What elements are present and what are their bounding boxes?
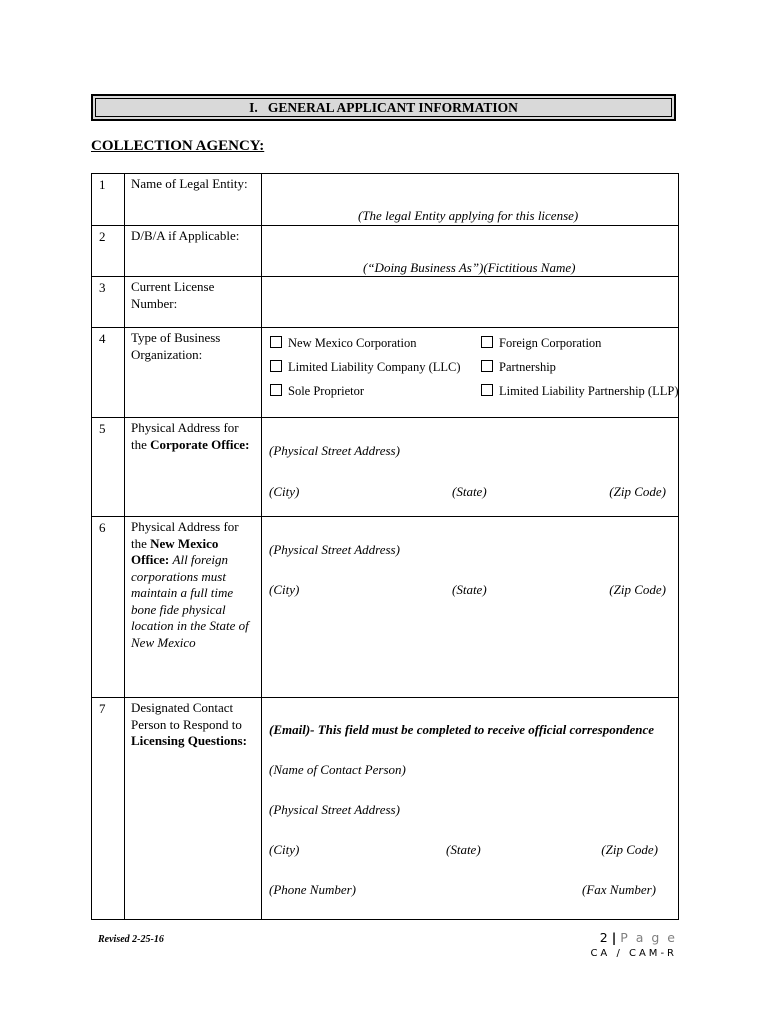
contact-person-label: Designated Contact Person to Respond to Licensing Questions: xyxy=(125,698,262,920)
business-type-options xyxy=(262,328,679,418)
section-title: I. GENERAL APPLICANT INFORMATION xyxy=(249,99,518,115)
option-llp[interactable]: Limited Liability Partnership (LLP) xyxy=(481,384,678,399)
checkbox[interactable] xyxy=(270,336,282,348)
dba-hint: (“Doing Business As”)(Fictitious Name) xyxy=(363,260,576,275)
contact-name-hint: (Name of Contact Person) xyxy=(269,762,406,777)
table-row xyxy=(92,698,679,920)
checkbox[interactable] xyxy=(481,360,493,372)
phone-hint: (Phone Number) xyxy=(269,882,357,897)
city-hint: (City) xyxy=(269,582,300,597)
zip-hint: (Zip Code) xyxy=(609,484,666,499)
row-number: 7 xyxy=(92,698,125,920)
option-partnership[interactable]: Partnership xyxy=(481,360,556,375)
state-hint: (State) xyxy=(446,842,481,857)
zip-hint: (Zip Code) xyxy=(609,582,666,597)
row-number: 5 xyxy=(92,418,125,517)
fax-hint: (Fax Number) xyxy=(581,882,656,897)
license-number-field[interactable] xyxy=(262,277,679,328)
city-hint: (City) xyxy=(269,484,300,499)
legal-entity-field[interactable] xyxy=(262,174,679,226)
page-number: 2 | P a g e xyxy=(599,930,677,945)
legal-entity-hint: (The legal Entity applying for this license) xyxy=(358,208,579,223)
email-hint: (Email)- This field must be completed to receive official correspondence xyxy=(269,722,654,737)
option-sole-proprietor[interactable]: Sole Proprietor xyxy=(270,384,364,399)
table-row xyxy=(92,277,679,328)
table-row xyxy=(92,418,679,517)
state-hint: (State) xyxy=(452,582,487,597)
applicant-info-table xyxy=(91,173,679,920)
row-number: 2 xyxy=(92,226,125,277)
dba-field[interactable] xyxy=(262,226,679,277)
contact-person-field[interactable] xyxy=(262,698,679,920)
corporate-office-address-field[interactable] xyxy=(262,418,679,517)
street-hint: (Physical Street Address) xyxy=(269,443,400,458)
row-number: 1 xyxy=(92,174,125,226)
zip-hint: (Zip Code) xyxy=(601,842,658,857)
option-foreign-corporation[interactable]: Foreign Corporation xyxy=(481,336,601,351)
option-llc[interactable]: Limited Liability Company (LLC) xyxy=(270,360,461,375)
dba-label: D/B/A if Applicable: xyxy=(125,226,262,277)
revision-date: Revised 2-25-16 xyxy=(98,934,164,945)
corporate-office-label: Physical Address for the Corporate Office: xyxy=(125,418,262,517)
row-number: 3 xyxy=(92,277,125,328)
section-header xyxy=(91,94,676,121)
checkbox[interactable] xyxy=(481,384,493,396)
row-number: 4 xyxy=(92,328,125,418)
street-hint: (Physical Street Address) xyxy=(269,542,400,557)
collection-agency-heading: COLLECTION AGENCY: xyxy=(91,138,265,154)
table-row xyxy=(92,517,679,698)
city-hint: (City) xyxy=(269,842,300,857)
checkbox[interactable] xyxy=(481,336,493,348)
business-type-label: Type of Business Organization: xyxy=(125,328,262,418)
form-code: CA / CAM-R xyxy=(590,948,677,959)
checkbox[interactable] xyxy=(270,384,282,396)
checkbox[interactable] xyxy=(270,360,282,372)
nm-office-label: Physical Address for the New Mexico Office: All foreign corporations must maintain a full time bone fide physical location in the State of New Mexico xyxy=(125,517,262,698)
street-hint: (Physical Street Address) xyxy=(269,802,400,817)
table-row xyxy=(92,174,679,226)
table-row xyxy=(92,226,679,277)
row-number: 6 xyxy=(92,517,125,698)
state-hint: (State) xyxy=(452,484,487,499)
option-new-mexico-corporation[interactable]: New Mexico Corporation xyxy=(270,336,416,351)
nm-office-note: All foreign corporations must maintain a full time bone fide physical location in the State of New Mexico xyxy=(131,552,249,650)
table-row xyxy=(92,328,679,418)
license-number-label: Current License Number: xyxy=(125,277,262,328)
legal-entity-label: Name of Legal Entity: xyxy=(125,174,262,226)
nm-office-address-field[interactable] xyxy=(262,517,679,698)
